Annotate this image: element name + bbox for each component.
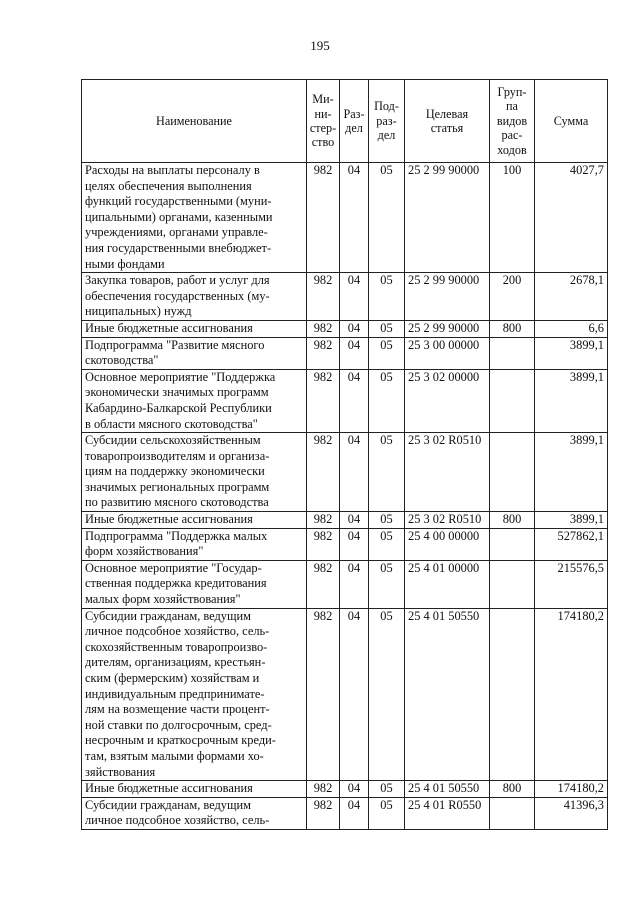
cell-target: 25 4 01 R0550 xyxy=(405,797,490,829)
cell-sum: 3899,1 xyxy=(535,433,608,512)
cell-sum: 174180,2 xyxy=(535,608,608,781)
cell-subsection: 05 xyxy=(369,337,405,369)
cell-group xyxy=(490,797,535,829)
cell-sum: 41396,3 xyxy=(535,797,608,829)
cell-group xyxy=(490,608,535,781)
cell-name: Субсидии сельскохозяйственным товаропроизводителям и организа- циям на поддержку экономически значимых региональных программ по развитию мясного скотоводства xyxy=(82,433,307,512)
cell-group: 100 xyxy=(490,163,535,273)
table-row xyxy=(82,433,608,512)
cell-sum: 4027,7 xyxy=(535,163,608,273)
cell-target: 25 2 99 90000 xyxy=(405,273,490,321)
cell-name: Основное мероприятие "Поддержка экономически значимых программ Кабардино-Балкарской Республики в области мясного скотоводства" xyxy=(82,369,307,432)
table-row xyxy=(82,781,608,798)
cell-group xyxy=(490,337,535,369)
cell-ministry: 982 xyxy=(307,433,340,512)
cell-group: 800 xyxy=(490,512,535,529)
cell-subsection: 05 xyxy=(369,433,405,512)
cell-subsection: 05 xyxy=(369,608,405,781)
cell-subsection: 05 xyxy=(369,781,405,798)
table-row xyxy=(82,608,608,781)
cell-sum: 3899,1 xyxy=(535,512,608,529)
cell-section: 04 xyxy=(340,433,369,512)
cell-group xyxy=(490,560,535,608)
table-row xyxy=(82,337,608,369)
table-row xyxy=(82,797,608,829)
cell-section: 04 xyxy=(340,337,369,369)
cell-section: 04 xyxy=(340,560,369,608)
cell-section: 04 xyxy=(340,781,369,798)
cell-subsection: 05 xyxy=(369,797,405,829)
cell-subsection: 05 xyxy=(369,369,405,432)
table-row xyxy=(82,560,608,608)
cell-ministry: 982 xyxy=(307,369,340,432)
cell-subsection: 05 xyxy=(369,528,405,560)
cell-name: Подпрограмма "Развитие мясного скотоводства" xyxy=(82,337,307,369)
cell-ministry: 982 xyxy=(307,512,340,529)
cell-target: 25 3 00 00000 xyxy=(405,337,490,369)
cell-subsection: 05 xyxy=(369,320,405,337)
budget-table xyxy=(81,79,608,830)
cell-target: 25 4 00 00000 xyxy=(405,528,490,560)
cell-target: 25 3 02 00000 xyxy=(405,369,490,432)
cell-ministry: 982 xyxy=(307,273,340,321)
cell-target: 25 3 02 R0510 xyxy=(405,512,490,529)
cell-sum: 215576,5 xyxy=(535,560,608,608)
cell-section: 04 xyxy=(340,273,369,321)
cell-section: 04 xyxy=(340,608,369,781)
cell-ministry: 982 xyxy=(307,528,340,560)
cell-target: 25 4 01 00000 xyxy=(405,560,490,608)
cell-subsection: 05 xyxy=(369,512,405,529)
cell-name: Иные бюджетные ассигнования xyxy=(82,781,307,798)
cell-name: Субсидии гражданам, ведущим личное подсобное хозяйство, сель- скохозяйственным товаропроизво- дителям, организациям, крестьян- ским (фермерским) хозяйствам и индивидуальным предпринимате- лям на возмещение части процент- ной ставки по долгосрочным, сред- несрочным и краткосрочным креди- там, взятым малыми формами хо- зяйствования xyxy=(82,608,307,781)
header-name: Наименование xyxy=(82,80,307,163)
cell-ministry: 982 xyxy=(307,608,340,781)
cell-section: 04 xyxy=(340,163,369,273)
cell-target: 25 2 99 90000 xyxy=(405,163,490,273)
cell-group: 800 xyxy=(490,320,535,337)
cell-name: Иные бюджетные ассигнования xyxy=(82,512,307,529)
table-row xyxy=(82,320,608,337)
cell-subsection: 05 xyxy=(369,273,405,321)
cell-sum: 174180,2 xyxy=(535,781,608,798)
cell-ministry: 982 xyxy=(307,797,340,829)
header-subsection: Под- раз- дел xyxy=(369,80,405,163)
cell-ministry: 982 xyxy=(307,320,340,337)
cell-group: 200 xyxy=(490,273,535,321)
header-section: Раз- дел xyxy=(340,80,369,163)
header-group: Груп- па видов рас- ходов xyxy=(490,80,535,163)
cell-sum: 2678,1 xyxy=(535,273,608,321)
cell-sum: 3899,1 xyxy=(535,369,608,432)
page-number: 195 xyxy=(310,38,330,53)
cell-sum: 527862,1 xyxy=(535,528,608,560)
cell-section: 04 xyxy=(340,512,369,529)
cell-subsection: 05 xyxy=(369,560,405,608)
cell-name: Закупка товаров, работ и услуг для обеспечения государственных (му- ниципальных) нужд xyxy=(82,273,307,321)
cell-target: 25 3 02 R0510 xyxy=(405,433,490,512)
cell-target: 25 2 99 90000 xyxy=(405,320,490,337)
header-target: Целевая статья xyxy=(405,80,490,163)
cell-section: 04 xyxy=(340,528,369,560)
cell-group xyxy=(490,528,535,560)
cell-section: 04 xyxy=(340,320,369,337)
cell-group xyxy=(490,433,535,512)
cell-ministry: 982 xyxy=(307,163,340,273)
cell-name: Основное мероприятие "Государ- ственная поддержка кредитования малых форм хозяйствования" xyxy=(82,560,307,608)
cell-sum: 6,6 xyxy=(535,320,608,337)
cell-target: 25 4 01 50550 xyxy=(405,781,490,798)
table-header-row xyxy=(82,80,608,163)
cell-name: Расходы на выплаты персоналу в целях обеспечения выполнения функций государственными (муни- ципальными) органами, казенными учреждениями, органами управле- ния государственными внебюджет- ными фондами xyxy=(82,163,307,273)
table-row xyxy=(82,528,608,560)
header-sum: Сумма xyxy=(535,80,608,163)
cell-section: 04 xyxy=(340,369,369,432)
cell-ministry: 982 xyxy=(307,781,340,798)
cell-target: 25 4 01 50550 xyxy=(405,608,490,781)
table-body xyxy=(82,163,608,830)
cell-name: Подпрограмма "Поддержка малых форм хозяйствования" xyxy=(82,528,307,560)
cell-section: 04 xyxy=(340,797,369,829)
table-row xyxy=(82,369,608,432)
table-row xyxy=(82,512,608,529)
table-row xyxy=(82,163,608,273)
table-row xyxy=(82,273,608,321)
cell-name: Иные бюджетные ассигнования xyxy=(82,320,307,337)
cell-subsection: 05 xyxy=(369,163,405,273)
header-ministry: Ми- ни- стер- ство xyxy=(307,80,340,163)
cell-ministry: 982 xyxy=(307,560,340,608)
cell-ministry: 982 xyxy=(307,337,340,369)
cell-name: Субсидии гражданам, ведущим личное подсобное хозяйство, сель- xyxy=(82,797,307,829)
cell-group xyxy=(490,369,535,432)
cell-group: 800 xyxy=(490,781,535,798)
cell-sum: 3899,1 xyxy=(535,337,608,369)
